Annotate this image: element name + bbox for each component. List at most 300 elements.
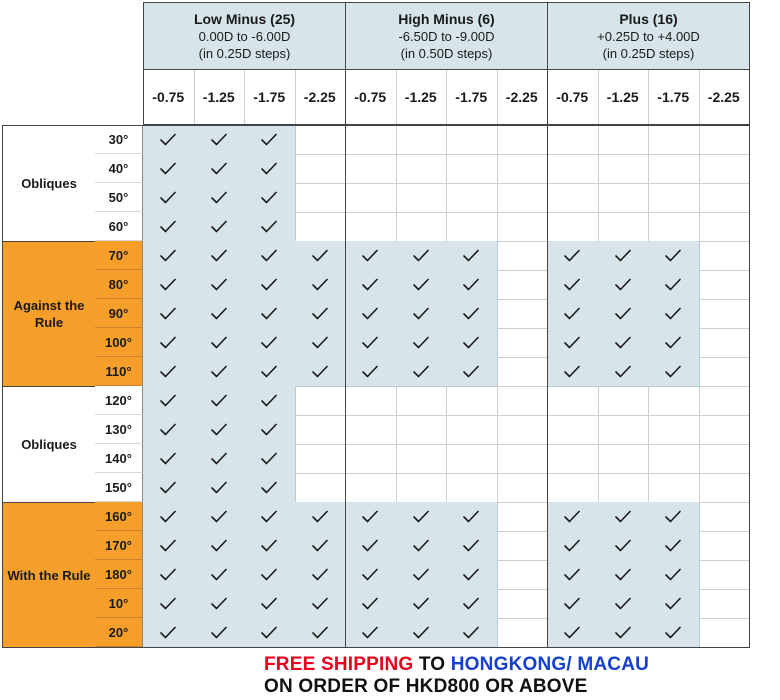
check-icon	[160, 336, 176, 349]
available-cell	[446, 589, 498, 619]
check-icon	[665, 307, 681, 320]
available-cell	[143, 473, 195, 503]
cylinder-header: -1.75	[244, 70, 296, 125]
check-icon	[362, 626, 378, 639]
check-icon	[211, 539, 227, 552]
empty-cell	[446, 386, 498, 416]
check-icon	[312, 510, 328, 523]
group-name: Plus (16)	[619, 11, 678, 27]
available-cell	[194, 618, 246, 648]
check-icon	[211, 336, 227, 349]
check-icon	[211, 249, 227, 262]
available-cell	[446, 299, 498, 329]
check-icon	[564, 249, 580, 262]
available-cell	[244, 618, 296, 648]
empty-cell	[497, 386, 549, 416]
check-icon	[564, 597, 580, 610]
empty-cell	[295, 125, 347, 155]
available-cell	[143, 531, 195, 561]
shipping-banner-line2: ON ORDER OF HKD800 OR ABOVE	[264, 676, 588, 697]
empty-cell	[497, 328, 549, 358]
available-cell	[446, 502, 498, 532]
check-icon	[261, 481, 277, 494]
check-icon	[665, 249, 681, 262]
check-icon	[463, 249, 479, 262]
check-icon	[160, 452, 176, 465]
empty-cell	[699, 531, 751, 561]
available-cell	[396, 589, 448, 619]
empty-cell	[497, 415, 549, 445]
empty-cell	[345, 212, 397, 242]
available-cell	[244, 328, 296, 358]
empty-cell	[648, 386, 700, 416]
check-icon	[160, 539, 176, 552]
available-cell	[345, 531, 397, 561]
empty-cell	[497, 618, 549, 648]
available-cell	[143, 125, 195, 155]
empty-cell	[497, 270, 549, 300]
available-cell	[295, 560, 347, 590]
check-icon	[211, 626, 227, 639]
check-icon	[261, 278, 277, 291]
available-cell	[345, 241, 397, 271]
axis-label: 80°	[95, 270, 143, 299]
check-icon	[615, 249, 631, 262]
check-icon	[312, 336, 328, 349]
check-icon	[615, 307, 631, 320]
available-cell	[143, 618, 195, 648]
check-icon	[211, 162, 227, 175]
empty-cell	[497, 125, 549, 155]
check-icon	[413, 365, 429, 378]
empty-cell	[497, 299, 549, 329]
available-cell	[295, 618, 347, 648]
empty-cell	[598, 183, 650, 213]
empty-cell	[699, 473, 751, 503]
check-icon	[261, 510, 277, 523]
empty-cell	[396, 154, 448, 184]
available-cell	[598, 589, 650, 619]
available-cell	[598, 502, 650, 532]
check-icon	[362, 597, 378, 610]
check-icon	[312, 626, 328, 639]
check-icon	[564, 510, 580, 523]
check-icon	[362, 249, 378, 262]
available-cell	[244, 183, 296, 213]
group-steps: (in 0.25D steps)	[198, 46, 291, 61]
check-icon	[362, 278, 378, 291]
available-cell	[648, 241, 700, 271]
available-cell	[396, 531, 448, 561]
available-cell	[295, 531, 347, 561]
empty-cell	[295, 444, 347, 474]
check-icon	[160, 278, 176, 291]
available-cell	[143, 357, 195, 387]
check-icon	[160, 133, 176, 146]
axis-label: 110°	[95, 357, 143, 386]
empty-cell	[699, 212, 751, 242]
check-icon	[211, 423, 227, 436]
check-icon	[312, 597, 328, 610]
check-icon	[362, 539, 378, 552]
empty-cell	[699, 560, 751, 590]
empty-cell	[295, 415, 347, 445]
empty-cell	[648, 473, 700, 503]
check-icon	[211, 568, 227, 581]
empty-cell	[295, 183, 347, 213]
empty-cell	[699, 502, 751, 532]
check-icon	[564, 568, 580, 581]
empty-cell	[497, 241, 549, 271]
available-cell	[194, 241, 246, 271]
check-icon	[160, 423, 176, 436]
category-plain-2: Obliques	[2, 386, 96, 503]
empty-cell	[497, 183, 549, 213]
empty-cell	[547, 183, 599, 213]
empty-cell	[699, 183, 751, 213]
check-icon	[211, 394, 227, 407]
check-icon	[615, 510, 631, 523]
available-cell	[244, 589, 296, 619]
available-cell	[244, 212, 296, 242]
check-icon	[160, 510, 176, 523]
empty-cell	[598, 125, 650, 155]
empty-cell	[598, 415, 650, 445]
check-icon	[261, 307, 277, 320]
check-icon	[463, 597, 479, 610]
available-cell	[396, 357, 448, 387]
available-cell	[547, 531, 599, 561]
available-cell	[295, 241, 347, 271]
available-cell	[547, 357, 599, 387]
check-icon	[211, 191, 227, 204]
empty-cell	[497, 560, 549, 590]
check-icon	[665, 568, 681, 581]
empty-cell	[648, 444, 700, 474]
axis-label: 100°	[95, 328, 143, 357]
available-cell	[345, 502, 397, 532]
available-cell	[598, 357, 650, 387]
available-cell	[194, 502, 246, 532]
check-icon	[665, 510, 681, 523]
check-icon	[413, 249, 429, 262]
check-icon	[261, 162, 277, 175]
available-cell	[446, 560, 498, 590]
available-cell	[446, 328, 498, 358]
available-cell	[598, 328, 650, 358]
available-cell	[396, 241, 448, 271]
empty-cell	[396, 125, 448, 155]
axis-label: 30°	[95, 125, 143, 154]
empty-cell	[446, 415, 498, 445]
check-icon	[160, 162, 176, 175]
available-cell	[547, 299, 599, 329]
header-outline	[143, 70, 750, 125]
check-icon	[665, 365, 681, 378]
empty-cell	[446, 154, 498, 184]
empty-cell	[699, 125, 751, 155]
cylinder-header: -1.75	[446, 70, 498, 125]
available-cell	[547, 328, 599, 358]
check-icon	[160, 220, 176, 233]
empty-cell	[547, 212, 599, 242]
available-cell	[143, 241, 195, 271]
empty-cell	[497, 357, 549, 387]
axis-label: 10°	[95, 589, 143, 618]
category-highlight-1: Against the Rule	[2, 241, 96, 387]
available-cell	[244, 357, 296, 387]
available-cell	[396, 560, 448, 590]
axis-label: 130°	[95, 415, 143, 444]
available-cell	[295, 502, 347, 532]
available-cell	[446, 531, 498, 561]
available-cell	[345, 618, 397, 648]
check-icon	[615, 597, 631, 610]
available-cell	[194, 473, 246, 503]
cylinder-header: -2.25	[497, 70, 549, 125]
check-icon	[615, 626, 631, 639]
check-icon	[211, 307, 227, 320]
empty-cell	[396, 212, 448, 242]
check-icon	[160, 249, 176, 262]
available-cell	[244, 241, 296, 271]
available-cell	[295, 270, 347, 300]
empty-cell	[497, 154, 549, 184]
check-icon	[463, 307, 479, 320]
available-cell	[598, 270, 650, 300]
category-highlight-3: With the Rule	[2, 502, 96, 648]
available-cell	[244, 444, 296, 474]
check-icon	[211, 481, 227, 494]
available-cell	[648, 589, 700, 619]
empty-cell	[699, 618, 751, 648]
check-icon	[564, 307, 580, 320]
available-cell	[194, 270, 246, 300]
axis-label: 40°	[95, 154, 143, 183]
check-icon	[261, 249, 277, 262]
check-icon	[413, 568, 429, 581]
check-icon	[413, 336, 429, 349]
available-cell	[244, 473, 296, 503]
check-icon	[261, 133, 277, 146]
check-icon	[413, 307, 429, 320]
available-cell	[194, 299, 246, 329]
check-icon	[615, 568, 631, 581]
check-icon	[665, 539, 681, 552]
check-icon	[211, 365, 227, 378]
empty-cell	[396, 386, 448, 416]
empty-cell	[497, 212, 549, 242]
check-icon	[261, 568, 277, 581]
check-icon	[564, 539, 580, 552]
empty-cell	[699, 241, 751, 271]
available-cell	[244, 154, 296, 184]
check-icon	[615, 539, 631, 552]
cylinder-header: -2.25	[295, 70, 347, 125]
check-icon	[615, 365, 631, 378]
available-cell	[143, 328, 195, 358]
check-icon	[615, 278, 631, 291]
empty-cell	[699, 415, 751, 445]
check-icon	[211, 278, 227, 291]
empty-cell	[648, 415, 700, 445]
empty-cell	[547, 154, 599, 184]
check-icon	[564, 365, 580, 378]
axis-label: 120°	[95, 386, 143, 415]
empty-cell	[497, 531, 549, 561]
empty-cell	[598, 212, 650, 242]
check-icon	[463, 568, 479, 581]
empty-cell	[295, 386, 347, 416]
axis-label: 70°	[95, 241, 143, 270]
empty-cell	[598, 154, 650, 184]
empty-cell	[699, 386, 751, 416]
available-cell	[295, 589, 347, 619]
cylinder-header: -1.25	[598, 70, 650, 125]
group-header-0	[143, 2, 346, 70]
check-icon	[312, 278, 328, 291]
available-cell	[244, 125, 296, 155]
available-cell	[648, 502, 700, 532]
empty-cell	[345, 415, 397, 445]
available-cell	[396, 270, 448, 300]
check-icon	[261, 423, 277, 436]
available-cell	[345, 560, 397, 590]
empty-cell	[446, 473, 498, 503]
available-cell	[143, 502, 195, 532]
check-icon	[615, 336, 631, 349]
available-cell	[244, 299, 296, 329]
empty-cell	[396, 444, 448, 474]
check-icon	[362, 336, 378, 349]
check-icon	[413, 539, 429, 552]
check-icon	[261, 191, 277, 204]
group-name: Low Minus (25)	[193, 11, 296, 27]
available-cell	[143, 386, 195, 416]
check-icon	[564, 336, 580, 349]
empty-cell	[396, 473, 448, 503]
group-header-2	[547, 2, 750, 70]
check-icon	[312, 307, 328, 320]
check-icon	[312, 249, 328, 262]
available-cell	[143, 154, 195, 184]
check-icon	[463, 278, 479, 291]
check-icon	[261, 336, 277, 349]
empty-cell	[345, 183, 397, 213]
group-separator	[547, 70, 548, 647]
empty-cell	[547, 125, 599, 155]
empty-cell	[295, 154, 347, 184]
empty-cell	[497, 589, 549, 619]
group-range: -6.50D to -9.00D	[398, 29, 495, 44]
available-cell	[194, 444, 246, 474]
available-cell	[396, 502, 448, 532]
check-icon	[665, 597, 681, 610]
available-cell	[143, 415, 195, 445]
check-icon	[211, 220, 227, 233]
available-cell	[547, 589, 599, 619]
group-header-1	[345, 2, 548, 70]
category-plain-0: Obliques	[2, 125, 96, 242]
check-icon	[665, 626, 681, 639]
empty-cell	[547, 415, 599, 445]
available-cell	[194, 125, 246, 155]
axis-label: 150°	[95, 473, 143, 502]
check-icon	[665, 278, 681, 291]
cylinder-header: -1.25	[396, 70, 448, 125]
check-icon	[211, 133, 227, 146]
empty-cell	[699, 589, 751, 619]
check-icon	[413, 510, 429, 523]
available-cell	[648, 299, 700, 329]
empty-cell	[699, 357, 751, 387]
empty-cell	[497, 444, 549, 474]
empty-cell	[598, 386, 650, 416]
empty-cell	[699, 270, 751, 300]
axis-label: 20°	[95, 618, 143, 647]
available-cell	[598, 618, 650, 648]
check-icon	[160, 191, 176, 204]
empty-cell	[598, 444, 650, 474]
available-cell	[295, 357, 347, 387]
available-cell	[345, 357, 397, 387]
free-shipping-text: FREE SHIPPING	[264, 654, 414, 675]
empty-cell	[547, 444, 599, 474]
axis-label: 60°	[95, 212, 143, 241]
check-icon	[160, 626, 176, 639]
check-icon	[463, 365, 479, 378]
available-cell	[194, 212, 246, 242]
available-cell	[648, 560, 700, 590]
check-icon	[160, 365, 176, 378]
available-cell	[648, 270, 700, 300]
empty-cell	[547, 473, 599, 503]
to-text: TO	[413, 654, 451, 675]
available-cell	[295, 299, 347, 329]
available-cell	[547, 241, 599, 271]
check-icon	[362, 510, 378, 523]
available-cell	[194, 386, 246, 416]
check-icon	[261, 365, 277, 378]
check-icon	[463, 626, 479, 639]
available-cell	[244, 531, 296, 561]
available-cell	[598, 299, 650, 329]
empty-cell	[345, 473, 397, 503]
empty-cell	[446, 125, 498, 155]
check-icon	[261, 394, 277, 407]
available-cell	[396, 618, 448, 648]
available-cell	[244, 270, 296, 300]
available-cell	[143, 560, 195, 590]
axis-label: 180°	[95, 560, 143, 589]
available-cell	[194, 589, 246, 619]
available-cell	[244, 415, 296, 445]
available-cell	[345, 270, 397, 300]
available-cell	[143, 212, 195, 242]
available-cell	[446, 241, 498, 271]
available-cell	[194, 183, 246, 213]
check-icon	[665, 336, 681, 349]
cylinder-header: -0.75	[143, 70, 195, 125]
available-cell	[648, 618, 700, 648]
available-cell	[194, 560, 246, 590]
empty-cell	[699, 328, 751, 358]
empty-cell	[446, 212, 498, 242]
empty-cell	[345, 444, 397, 474]
empty-cell	[598, 473, 650, 503]
check-icon	[312, 365, 328, 378]
empty-cell	[446, 183, 498, 213]
